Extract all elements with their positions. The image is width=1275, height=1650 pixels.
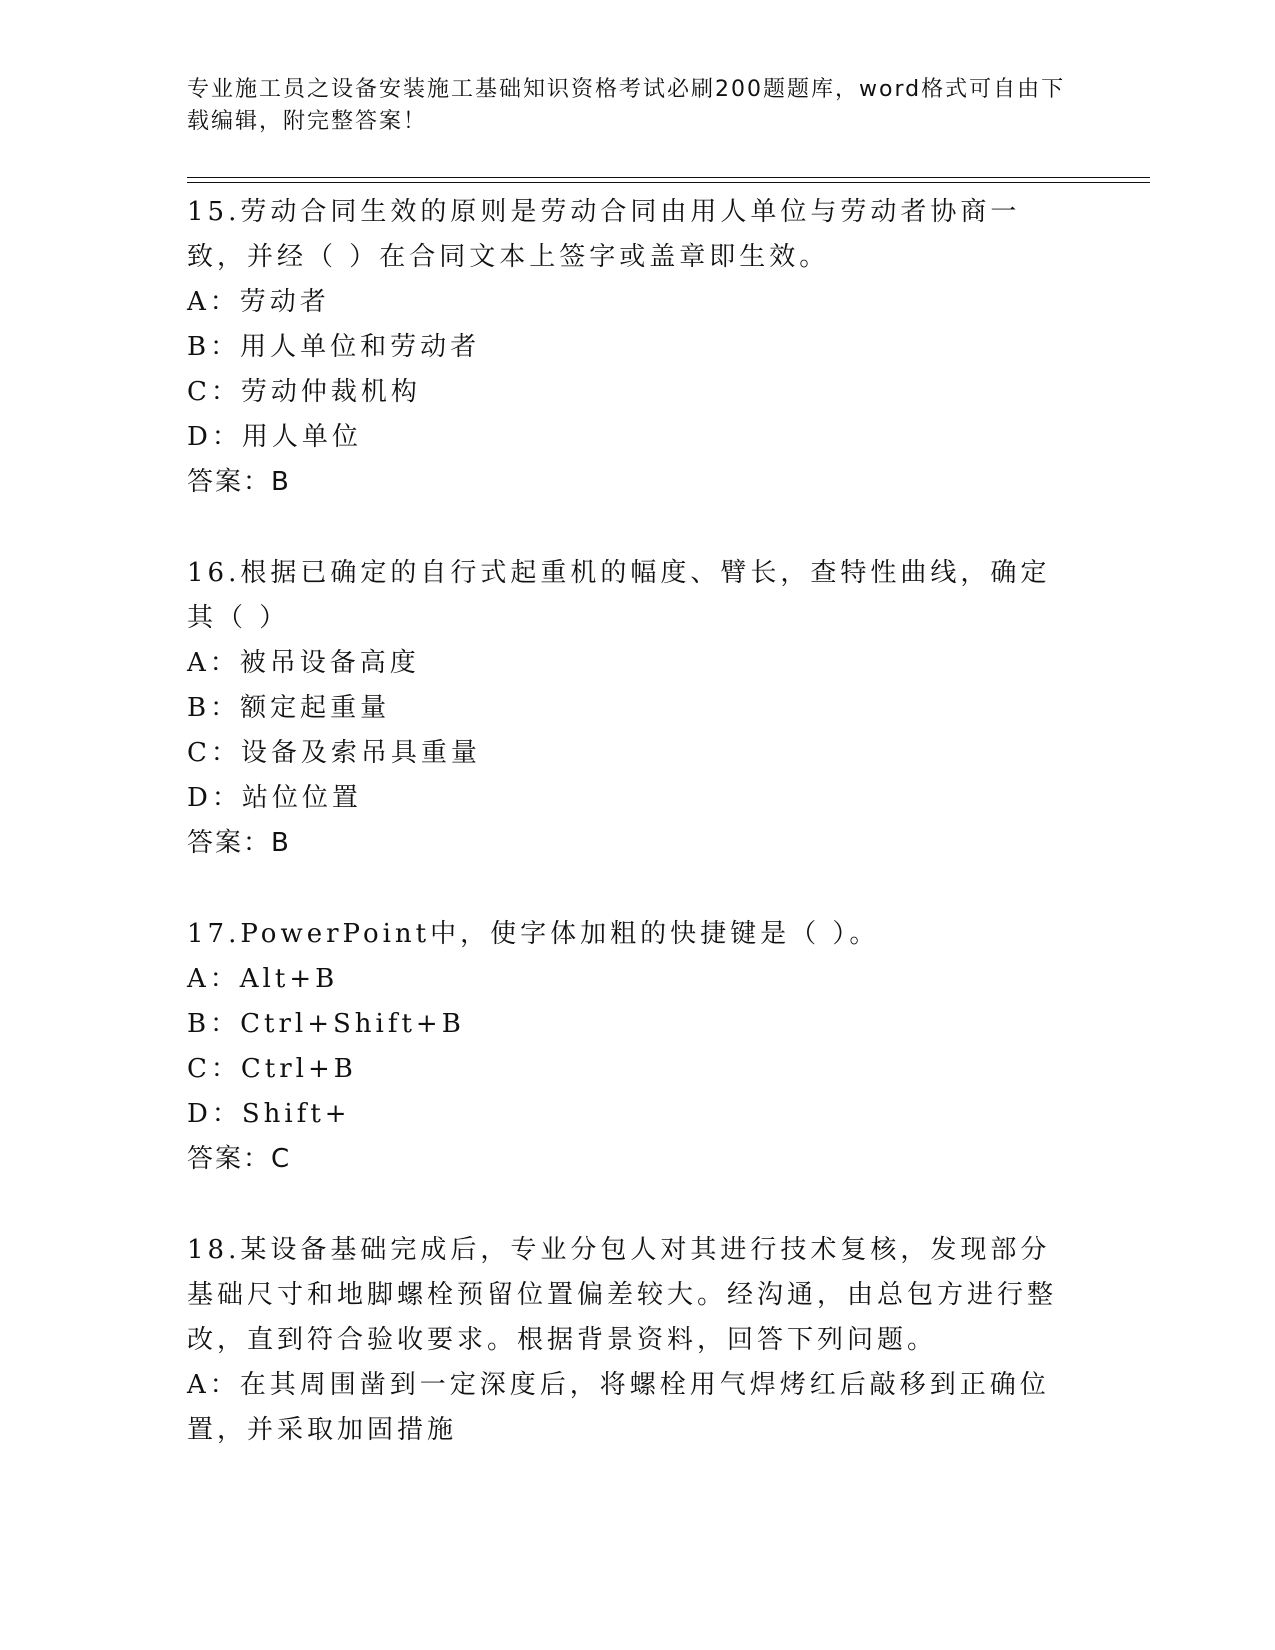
answer-label: 答案：B: [187, 467, 291, 497]
option-a: A：在其周围凿到一定深度后，将螺栓用气焊烤红后敲移到正确位置，并采取加固措施: [187, 1370, 1050, 1445]
question-list: [187, 190, 1067, 1453]
option-c: C：Ctrl+B: [187, 1054, 357, 1084]
answer-label: 答案：B: [187, 828, 291, 858]
question-text: 17.PowerPoint中，使字体加粗的快捷键是（ ）。: [187, 919, 880, 949]
question-spacer: [187, 505, 1067, 551]
option-a: A：劳动者: [187, 287, 330, 317]
question-16: [187, 551, 1067, 866]
option-a: A：被吊设备高度: [187, 648, 420, 678]
question-text: 15.劳动合同生效的原则是劳动合同由用人单位与劳动者协商一致，并经（ ）在合同文本上签字或盖章即生效。: [187, 197, 1021, 272]
option-b: B：额定起重量: [187, 693, 391, 723]
header-divider-bottom: [187, 182, 1150, 183]
question-18: [187, 1228, 1067, 1453]
option-d: D：Shift+: [187, 1099, 351, 1129]
document-header: 专业施工员之设备安装施工基础知识资格考试必刷200题题库，word格式可自由下载编辑，附完整答案！: [187, 77, 1066, 134]
question-17: [187, 912, 1067, 1182]
option-d: D：用人单位: [187, 422, 362, 452]
option-c: C：劳动仲裁机构: [187, 377, 421, 407]
option-a: A：Alt+B: [187, 964, 339, 994]
question-15: [187, 190, 1067, 505]
option-b: B：Ctrl+Shift+B: [187, 1009, 465, 1039]
answer-label: 答案：C: [187, 1144, 292, 1174]
question-spacer: [187, 866, 1067, 912]
question-spacer: [187, 1182, 1067, 1228]
header-divider-top: [187, 177, 1150, 178]
question-text: 16.根据已确定的自行式起重机的幅度、臂长，查特性曲线，确定其（ ）: [187, 558, 1051, 633]
option-b: B：用人单位和劳动者: [187, 332, 481, 362]
question-text: 18.某设备基础完成后，专业分包人对其进行技术复核，发现部分基础尺寸和地脚螺栓预留位置偏差较大。经沟通，由总包方进行整改，直到符合验收要求。根据背景资料，回答下列问题。: [187, 1235, 1058, 1355]
option-c: C：设备及索吊具重量: [187, 738, 481, 768]
option-d: D：站位位置: [187, 783, 362, 813]
